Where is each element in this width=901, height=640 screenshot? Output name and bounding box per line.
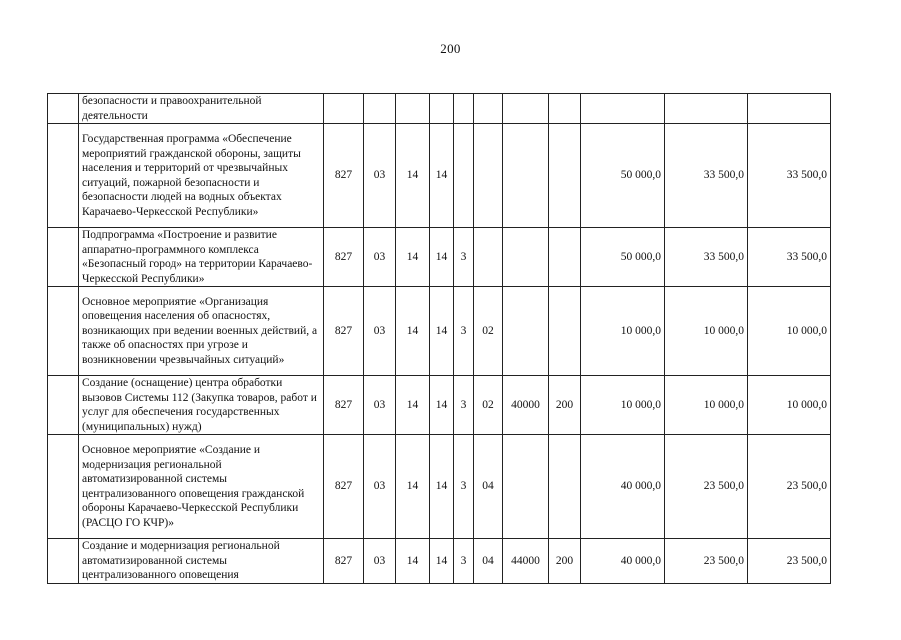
- direction-code: [503, 287, 549, 376]
- table-row: [48, 287, 831, 376]
- subsection-code: [396, 94, 430, 124]
- amount-year-1: 50 000,0: [581, 124, 665, 228]
- subprogram-code: [454, 124, 474, 228]
- section-code: 03: [364, 539, 396, 584]
- measure-code: [474, 228, 503, 287]
- subprogram-code: 3: [454, 539, 474, 584]
- program-code: 14: [430, 287, 454, 376]
- direction-code: [503, 435, 549, 539]
- amount-year-1: [581, 94, 665, 124]
- section-code: 03: [364, 287, 396, 376]
- grbs-code: 827: [324, 124, 364, 228]
- blank-cell: [48, 94, 79, 124]
- direction-code: [503, 228, 549, 287]
- amount-year-2: 33 500,0: [665, 124, 748, 228]
- amount-year-1: 10 000,0: [581, 376, 665, 435]
- item-name: Государственная программа «Обеспечение мероприятий гражданской обороны, защиты населения и территорий от чрезвычайных ситуаций, пожарной безопасности и безопасности людей на водных объектах Карачаево-Черкесской Республики»: [79, 124, 324, 228]
- program-code: 14: [430, 228, 454, 287]
- amount-year-2: 23 500,0: [665, 435, 748, 539]
- item-name: Основное мероприятие «Создание и модернизация региональной автоматизированной системы централизованного оповещения гражданской обороны Карачаево-Черкесской Республики (РАСЦО ГО КЧР)»: [79, 435, 324, 539]
- item-name: безопасности и правоохранительной деятельности: [79, 94, 324, 124]
- subprogram-code: 3: [454, 376, 474, 435]
- amount-year-3: 10 000,0: [748, 376, 831, 435]
- subsection-code: 14: [396, 287, 430, 376]
- subsection-code: 14: [396, 376, 430, 435]
- blank-cell: [48, 228, 79, 287]
- subsection-code: 14: [396, 124, 430, 228]
- subsection-code: 14: [396, 228, 430, 287]
- table-row: [48, 124, 831, 228]
- subprogram-code: [454, 94, 474, 124]
- amount-year-3: 33 500,0: [748, 228, 831, 287]
- amount-year-1: 40 000,0: [581, 435, 665, 539]
- amount-year-1: 40 000,0: [581, 539, 665, 584]
- program-code: 14: [430, 376, 454, 435]
- subsection-code: 14: [396, 539, 430, 584]
- measure-code: 04: [474, 539, 503, 584]
- program-code: 14: [430, 124, 454, 228]
- section-code: [364, 94, 396, 124]
- item-name: Создание и модернизация региональной автоматизированной системы централизованного оповещения: [79, 539, 324, 584]
- expense-type-code: [549, 287, 581, 376]
- amount-year-3: 10 000,0: [748, 287, 831, 376]
- measure-code: [474, 124, 503, 228]
- item-name: Основное мероприятие «Организация оповещения населения об опасностях, возникающих при ведении военных действий, а также об опасностях при угрозе и возникновении чрезвычайных ситуаций»: [79, 287, 324, 376]
- subprogram-code: 3: [454, 287, 474, 376]
- direction-code: [503, 94, 549, 124]
- program-code: 14: [430, 539, 454, 584]
- budget-table: [47, 93, 831, 584]
- amount-year-2: 33 500,0: [665, 228, 748, 287]
- program-code: [430, 94, 454, 124]
- page-number: 200: [440, 41, 461, 56]
- table-row: [48, 94, 831, 124]
- table-row: [48, 435, 831, 539]
- subprogram-code: 3: [454, 435, 474, 539]
- amount-year-3: 23 500,0: [748, 539, 831, 584]
- direction-code: 44000: [503, 539, 549, 584]
- measure-code: 02: [474, 287, 503, 376]
- expense-type-code: 200: [549, 539, 581, 584]
- item-name: Подпрограмма «Построение и развитие аппаратно-программного комплекса «Безопасный город» на территории Карачаево-Черкесской Республики»: [79, 228, 324, 287]
- program-code: 14: [430, 435, 454, 539]
- amount-year-3: 33 500,0: [748, 124, 831, 228]
- section-code: 03: [364, 124, 396, 228]
- amount-year-2: 23 500,0: [665, 539, 748, 584]
- expense-type-code: [549, 435, 581, 539]
- expense-type-code: 200: [549, 376, 581, 435]
- subprogram-code: 3: [454, 228, 474, 287]
- measure-code: 04: [474, 435, 503, 539]
- amount-year-3: 23 500,0: [748, 435, 831, 539]
- table-row: [48, 228, 831, 287]
- blank-cell: [48, 435, 79, 539]
- direction-code: 40000: [503, 376, 549, 435]
- expense-type-code: [549, 94, 581, 124]
- item-name: Создание (оснащение) центра обработки вызовов Системы 112 (Закупка товаров, работ и услуг для обеспечения государственных (муниципальных) нужд): [79, 376, 324, 435]
- grbs-code: 827: [324, 287, 364, 376]
- amount-year-2: 10 000,0: [665, 287, 748, 376]
- grbs-code: 827: [324, 376, 364, 435]
- blank-cell: [48, 124, 79, 228]
- grbs-code: 827: [324, 435, 364, 539]
- measure-code: 02: [474, 376, 503, 435]
- subsection-code: 14: [396, 435, 430, 539]
- table-row: [48, 376, 831, 435]
- table-row: [48, 539, 831, 584]
- direction-code: [503, 124, 549, 228]
- amount-year-2: [665, 94, 748, 124]
- grbs-code: [324, 94, 364, 124]
- section-code: 03: [364, 376, 396, 435]
- blank-cell: [48, 539, 79, 584]
- grbs-code: 827: [324, 228, 364, 287]
- grbs-code: 827: [324, 539, 364, 584]
- amount-year-3: [748, 94, 831, 124]
- blank-cell: [48, 287, 79, 376]
- blank-cell: [48, 376, 79, 435]
- section-code: 03: [364, 228, 396, 287]
- amount-year-2: 10 000,0: [665, 376, 748, 435]
- expense-type-code: [549, 228, 581, 287]
- measure-code: [474, 94, 503, 124]
- amount-year-1: 50 000,0: [581, 228, 665, 287]
- expense-type-code: [549, 124, 581, 228]
- section-code: 03: [364, 435, 396, 539]
- amount-year-1: 10 000,0: [581, 287, 665, 376]
